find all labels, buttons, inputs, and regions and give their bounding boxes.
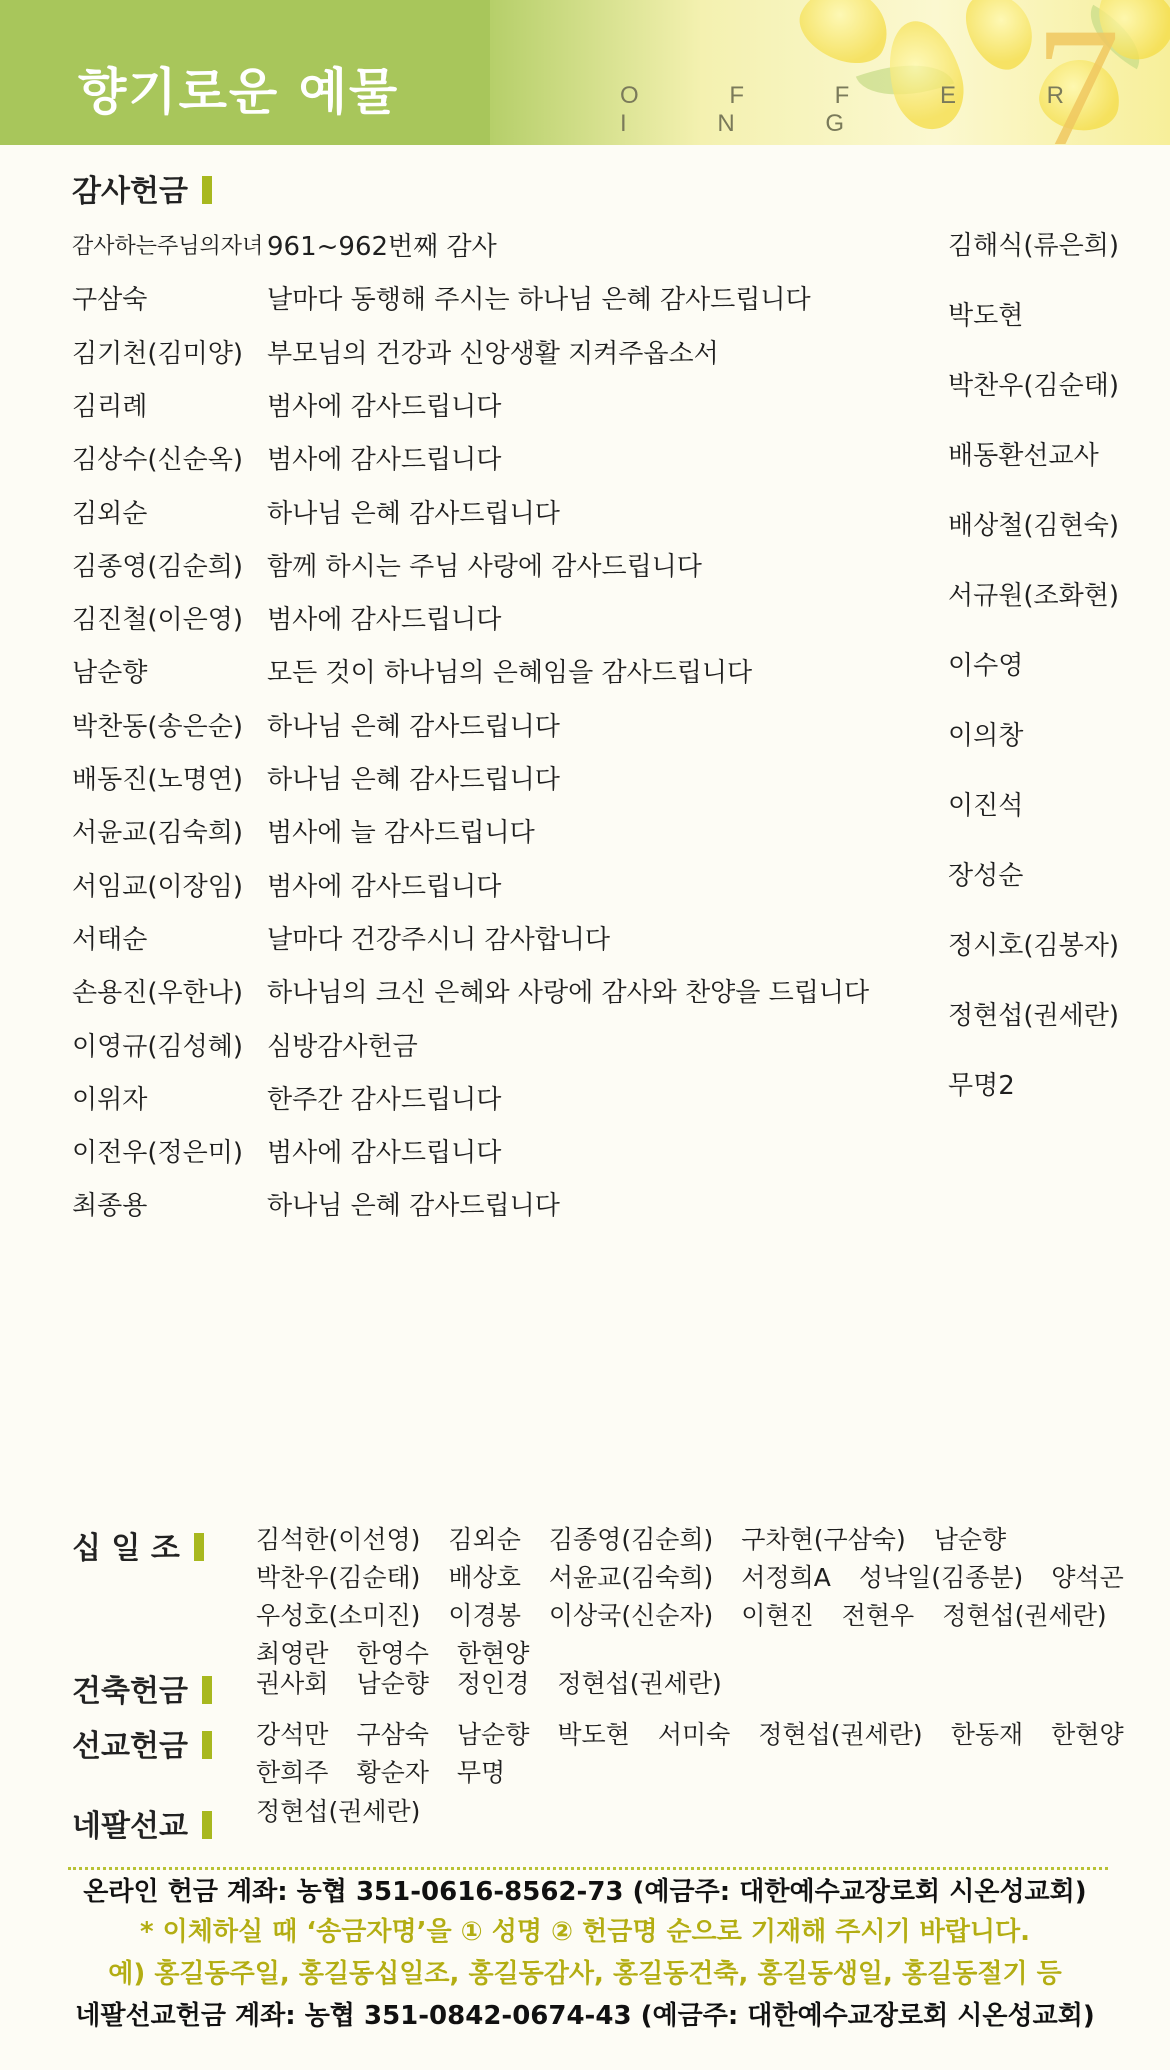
donor-name: 이위자 — [72, 1085, 148, 1115]
donor-name: 박찬동(송은순) — [72, 712, 243, 742]
donor-name: 무명 — [456, 1758, 506, 1787]
thanks-message: 날마다 동행해 주시는 하나님 은혜 감사드립니다 — [267, 285, 811, 315]
donor-name: 이영규(김성혜) — [72, 1032, 243, 1062]
thanks-message: 범사에 감사드립니다 — [267, 605, 502, 635]
section-marker — [202, 1811, 212, 1839]
donor-name: 이현진 — [741, 1601, 814, 1630]
thanks-message: 한주간 감사드립니다 — [267, 1085, 502, 1115]
donor-name: 양석곤 — [1051, 1563, 1124, 1592]
donor-name: 황순자 — [356, 1758, 429, 1787]
nepal-heading-text: 네팔선교 — [72, 1809, 188, 1844]
flower-decoration — [789, 0, 900, 76]
right-donor-name: 정현섭(권세란) — [948, 1001, 1119, 1031]
donor-name: 이상국(신순자) — [548, 1601, 714, 1630]
right-donor-name: 배상철(김현숙) — [948, 511, 1119, 541]
right-donor-name: 김해식(류은희) — [948, 231, 1119, 261]
donor-name: 최영란 — [256, 1639, 329, 1668]
right-donor-name: 정시호(김봉자) — [948, 931, 1119, 961]
thanks-message: 하나님 은혜 감사드립니다 — [267, 712, 560, 742]
donor-name: 김기천(김미양) — [72, 339, 243, 369]
thanks-message: 하나님 은혜 감사드립니다 — [267, 1191, 560, 1221]
thanks-message: 날마다 건강주시니 감사합니다 — [267, 925, 611, 955]
donor-name: 전현우 — [841, 1601, 915, 1630]
nepal-account-line: 네팔선교헌금 계좌: 농협 351-0842-0674-43 (예금주: 대한예수교장로회 시온성교회) — [75, 2001, 1095, 2031]
donor-name: 서임교(이장임) — [72, 872, 243, 902]
donor-name: 김종영(김순희) — [72, 552, 243, 582]
nepal-line — [256, 1793, 448, 1831]
thanks-message: 범사에 감사드립니다 — [267, 392, 502, 422]
donor-name: 남순향 — [72, 658, 148, 688]
donor-name: 강석만 — [256, 1720, 329, 1749]
donor-name: 박도현 — [557, 1720, 630, 1749]
thanks-heading-text: 감사헌금 — [72, 174, 188, 209]
donor-name: 남순향 — [933, 1525, 1007, 1554]
donor-name: 정현섭(권세란) — [758, 1720, 923, 1749]
right-donor-name: 이수영 — [948, 651, 1024, 681]
building-line — [256, 1665, 750, 1703]
transfer-example: 예) 홍길동주일, 홍길동십일조, 홍길동감사, 홍길동건축, 홍길동생일, 홍길동절기 등 — [108, 1959, 1062, 1989]
donor-name: 서태순 — [72, 925, 148, 955]
donor-name: 김석한(이선영) — [256, 1525, 421, 1554]
section-marker — [202, 176, 212, 204]
thanks-message: 961~962번째 감사 — [267, 232, 497, 262]
donor-name: 최종용 — [72, 1191, 148, 1221]
donor-name: 이전우(정은미) — [72, 1138, 243, 1168]
donor-name: 감사하는주님의자녀 — [72, 234, 264, 259]
donor-name: 구삼숙 — [72, 285, 148, 315]
donor-name: 한현양 — [456, 1639, 530, 1668]
tithe-heading-text: 십 일 조 — [72, 1531, 180, 1566]
mission-heading — [72, 1721, 212, 1765]
flower-decoration — [954, 0, 1046, 80]
donor-name: 김리례 — [72, 392, 148, 422]
header-subtitle: O F F E R I N G — [620, 82, 1106, 137]
building-heading-text: 건축헌금 — [72, 1674, 188, 1709]
donor-name: 구삼숙 — [356, 1720, 429, 1749]
donor-name: 정인경 — [456, 1669, 530, 1698]
donor-name: 한동재 — [950, 1720, 1024, 1749]
building-heading — [72, 1666, 212, 1710]
transfer-note: * 이체하실 때 ‘송금자명’을 ① 성명 ② 헌금명 순으로 기재해 주시기 바랍니다. — [139, 1917, 1031, 1947]
thanks-message: 범사에 늘 감사드립니다 — [267, 818, 535, 848]
tithe-line — [256, 1559, 1152, 1597]
donor-name: 김외순 — [72, 499, 148, 529]
thanks-message: 심방감사헌금 — [267, 1032, 418, 1062]
donor-name: 우성호(소미진) — [256, 1601, 421, 1630]
right-donor-name: 배동환선교사 — [948, 441, 1099, 471]
right-donor-name: 이진석 — [948, 791, 1024, 821]
right-donor-name: 장성순 — [948, 861, 1024, 891]
donor-name: 김상수(신순옥) — [72, 445, 243, 475]
tithe-line — [256, 1521, 1152, 1559]
donor-name: 구차현(구삼숙) — [741, 1525, 906, 1554]
footer-divider — [68, 1867, 1108, 1870]
donor-name: 김외순 — [448, 1525, 521, 1554]
section-marker — [194, 1533, 204, 1561]
donor-name: 성낙일(김종분) — [858, 1563, 1024, 1592]
right-donor-name: 무명2 — [948, 1071, 1015, 1101]
building-names — [256, 1665, 750, 1703]
thanks-message: 모든 것이 하나님의 은혜임을 감사드립니다 — [267, 658, 753, 688]
thanks-heading — [72, 166, 212, 210]
nepal-names — [256, 1793, 448, 1831]
right-donor-name: 서규원(조화현) — [948, 581, 1119, 611]
page-title: 향기로운 예물 — [78, 63, 400, 121]
issue-number: 7 — [1035, 0, 1120, 145]
donor-name: 한현양 — [1051, 1720, 1124, 1749]
donor-name: 남순향 — [356, 1669, 429, 1698]
donor-name: 정현섭(권세란) — [557, 1669, 722, 1698]
donor-name: 김진철(이은영) — [72, 605, 243, 635]
donor-name: 서정희A — [741, 1563, 831, 1592]
thanks-message: 하나님 은혜 감사드립니다 — [267, 765, 560, 795]
donor-name: 서미숙 — [657, 1720, 731, 1749]
donor-name: 박찬우(김순태) — [256, 1563, 421, 1592]
page-header — [0, 0, 1170, 145]
tithe-names — [256, 1521, 1152, 1673]
thanks-message: 함께 하시는 주님 사랑에 감사드립니다 — [267, 552, 702, 582]
section-marker — [202, 1676, 212, 1704]
donor-name: 한희주 — [256, 1758, 329, 1787]
right-donor-name: 이의창 — [948, 721, 1024, 751]
tithe-heading — [72, 1523, 204, 1567]
thanks-message: 부모님의 건강과 신앙생활 지켜주옵소서 — [267, 339, 719, 369]
donor-name: 정현섭(권세란) — [942, 1601, 1107, 1630]
thanks-message: 하나님의 크신 은혜와 사랑에 감사와 찬양을 드립니다 — [267, 978, 870, 1008]
donor-name: 한영수 — [356, 1639, 429, 1668]
donor-name: 서윤교(김숙희) — [548, 1563, 714, 1592]
tithe-line — [256, 1597, 1152, 1635]
nepal-heading — [72, 1801, 212, 1845]
thanks-message: 하나님 은혜 감사드립니다 — [267, 499, 560, 529]
right-donor-name: 박도현 — [948, 301, 1024, 331]
mission-line — [256, 1754, 1152, 1792]
online-account-line: 온라인 헌금 계좌: 농협 351-0616-8562-73 (예금주: 대한예수교장로회 시온성교회) — [83, 1877, 1087, 1907]
thanks-right-names — [948, 225, 1119, 1135]
mission-line — [256, 1716, 1152, 1754]
mission-names — [256, 1716, 1152, 1792]
thanks-message: 범사에 감사드립니다 — [267, 445, 502, 475]
donor-name: 배상호 — [448, 1563, 521, 1592]
donor-name: 정현섭(권세란) — [256, 1797, 421, 1826]
section-marker — [202, 1731, 212, 1759]
donor-name: 배동진(노명연) — [72, 765, 243, 795]
thanks-message: 범사에 감사드립니다 — [267, 872, 502, 902]
right-donor-name: 박찬우(김순태) — [948, 371, 1119, 401]
mission-heading-text: 선교헌금 — [72, 1729, 188, 1764]
donor-name: 손용진(우한나) — [72, 978, 243, 1008]
donor-name: 남순향 — [456, 1720, 530, 1749]
donor-name: 김종영(김순희) — [548, 1525, 714, 1554]
donor-name: 서윤교(김숙희) — [72, 818, 243, 848]
donor-name: 이경봉 — [448, 1601, 521, 1630]
donor-name: 권사회 — [256, 1669, 329, 1698]
thanks-message: 범사에 감사드립니다 — [267, 1138, 502, 1168]
